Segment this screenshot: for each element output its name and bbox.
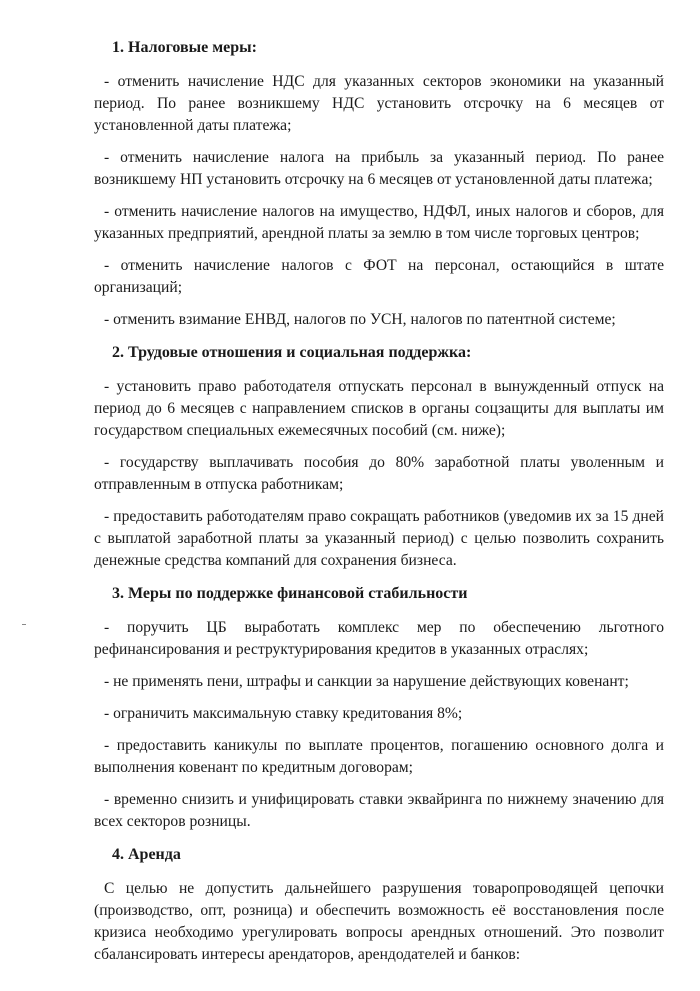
scan-margin-mark (22, 624, 26, 625)
paragraph: - не применять пени, штрафы и санкции за нарушение действующих ковенант; (104, 673, 629, 690)
paragraph: - предоставить каникулы по выплате процентов, погашению основного долга и выполнения ковенант по кредитным договорам; (94, 737, 664, 776)
paragraph: - ограничить максимальную ставку кредитования 8%; (104, 705, 463, 722)
section-heading: 3. Меры по поддержке финансовой стабильности (112, 585, 468, 602)
section-heading: 2. Трудовые отношения и социальная поддержка: (112, 344, 472, 361)
section-rent (94, 845, 664, 966)
paragraph: - установить право работодателя отпускать персонал в вынужденный отпуск на период до 6 месяцев с направлением списков в органы соцзащиты для выплаты им государством специальных ежемесячных пособий (см. ниже); (94, 378, 664, 439)
paragraph: - предоставить работодателям право сокращать работников (уведомив их за 15 дней с выплатой заработной платы за указанный период) с целью позволить сохранить денежные средства компаний для сохранения бизнеса. (94, 508, 664, 569)
section-labor-relations (94, 343, 664, 572)
section-heading: 4. Аренда (112, 846, 181, 863)
section-tax-measures (94, 38, 664, 331)
paragraph: - отменить начисление НДС для указанных секторов экономики на указанный период. По ранее возникшему НДС установить отсрочку на 6 месяцев от установленной даты платежа; (94, 73, 664, 134)
paragraph: - отменить начисление налогов на имущество, НДФЛ, иных налогов и сборов, для указанных предприятий, арендной платы за землю в том числе торговых центров; (94, 203, 664, 242)
paragraph: С целью не допустить дальнейшего разрушения товаропроводящей цепочки (производство, опт, розница) и обеспечить возможность её восстановления после кризиса необходимо урегулировать вопросы арендных отношений. Это позволит сбалансировать интересы арендаторов, арендодателей и банков: (94, 880, 664, 963)
paragraph: - отменить начисление налога на прибыль за указанный период. По ранее возникшему НП установить отсрочку на 6 месяцев от установленной даты платежа; (94, 149, 664, 188)
section-heading: 1. Налоговые меры: (112, 39, 257, 56)
paragraph: - поручить ЦБ выработать комплекс мер по обеспечению льготного рефинансирования и реструктурирования кредитов в указанных отраслях; (94, 619, 664, 658)
section-financial-stability (94, 584, 664, 833)
paragraph: - отменить начисление налогов с ФОТ на персонал, остающийся в штате организаций; (94, 257, 664, 296)
paragraph: - отменить взимание ЕНВД, налогов по УСН, налогов по патентной системе; (104, 311, 616, 328)
paragraph: - государству выплачивать пособия до 80% заработной платы уволенным и отправленным в отпуска работникам; (94, 454, 664, 493)
paragraph: - временно снизить и унифицировать ставки эквайринга по нижнему значению для всех секторов розницы. (94, 791, 664, 830)
